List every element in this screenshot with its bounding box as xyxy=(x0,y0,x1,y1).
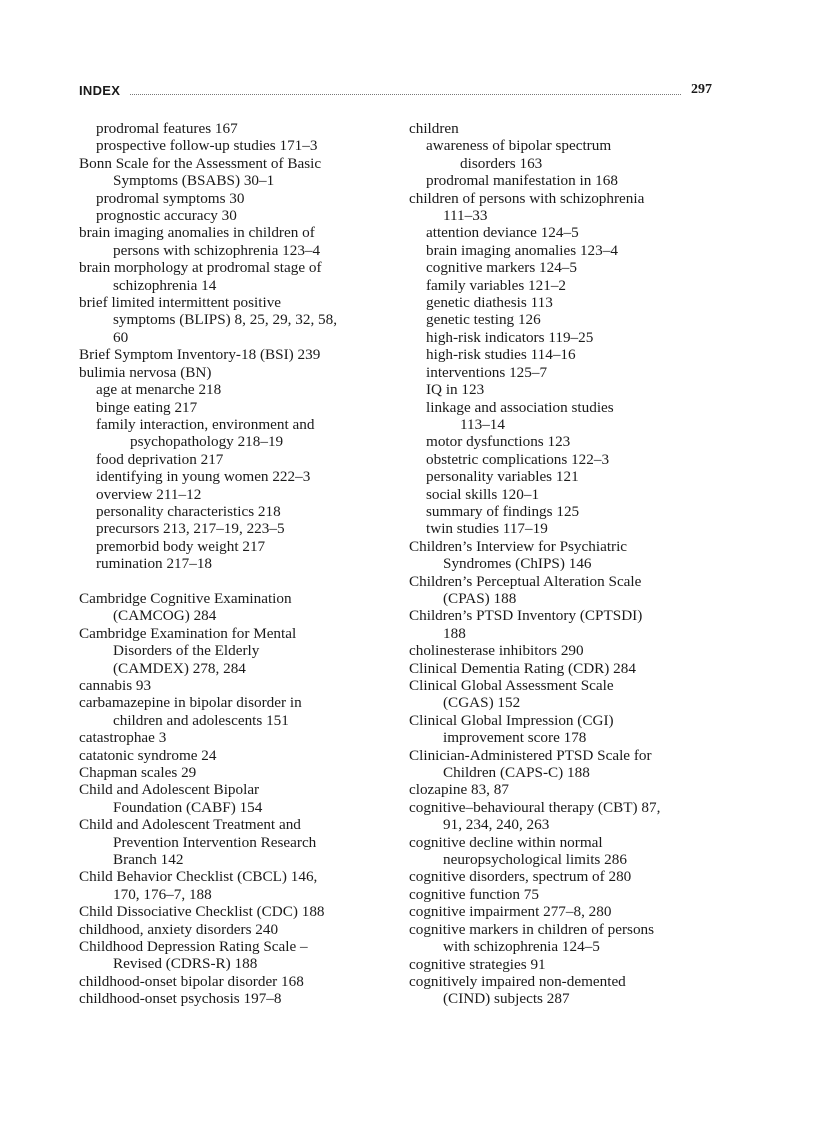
index-subentry-line: (CGAS) 152 xyxy=(443,694,521,712)
index-entry: Clinical Global Impression (CGI) xyxy=(409,711,614,729)
index-entry: cognitive markers in children of persons xyxy=(409,920,655,938)
index-subentry-line: motor dysfunctions 123 xyxy=(426,433,571,451)
index-subentry-line: summary of findings 125 xyxy=(426,502,580,520)
index-entry: cannabis 93 xyxy=(79,676,152,694)
index-entry: brain morphology at prodromal stage of xyxy=(79,259,322,277)
index-subentry-line: (CIND) subjects 287 xyxy=(443,990,570,1008)
index-entry: Cambridge Examination for Mental xyxy=(79,624,297,642)
index-subentry-line: Syndromes (ChIPS) 146 xyxy=(443,555,592,573)
index-entry: bulimia nervosa (BN) xyxy=(79,363,212,381)
index-subentry-line: (CAMCOG) 284 xyxy=(113,607,217,625)
index-entry: Child Behavior Checklist (CBCL) 146, xyxy=(79,868,318,886)
index-subentry-line: Revised (CDRS-R) 188 xyxy=(113,955,258,973)
index-entry: Child Dissociative Checklist (CDC) 188 xyxy=(79,903,325,921)
index-entry: children xyxy=(409,120,459,137)
index-subentry-line: rumination 217–18 xyxy=(96,555,213,573)
index-subentry-line: genetic diathesis 113 xyxy=(426,294,553,312)
index-entry: Child and Adolescent Treatment and xyxy=(79,816,301,834)
index-subentry-line: Disorders of the Elderly xyxy=(113,642,260,660)
index-entry: childhood-onset psychosis 197–8 xyxy=(79,990,282,1008)
header-dotted-rule xyxy=(130,94,681,95)
index-entry: clozapine 83, 87 xyxy=(409,781,509,799)
index-subentry-line: schizophrenia 14 xyxy=(113,276,217,294)
index-entry: cognitive decline within normal xyxy=(409,833,603,851)
index-subentry-line: 111–33 xyxy=(443,207,488,225)
index-subentry-line: 188 xyxy=(443,624,466,642)
index-subentry-line: brain imaging anomalies 123–4 xyxy=(426,241,618,259)
index-entry: childhood, anxiety disorders 240 xyxy=(79,920,279,938)
index-entry: carbamazepine in bipolar disorder in xyxy=(79,694,302,712)
index-subentry-line: family interaction, environment and xyxy=(96,415,315,433)
index-entry: Children’s PTSD Inventory (CPTSDI) xyxy=(409,607,643,625)
index-entry: Clinical Dementia Rating (CDR) 284 xyxy=(409,659,636,677)
index-subentry-line: 170, 176–7, 188 xyxy=(113,885,212,903)
index-subentry-line: symptoms (BLIPS) 8, 25, 29, 32, 58, xyxy=(113,311,338,329)
index-entry: Bonn Scale for the Assessment of Basic xyxy=(79,154,322,172)
index-subentry-line: prospective follow-up studies 171–3 xyxy=(96,137,318,155)
header-label: INDEX xyxy=(79,83,121,98)
index-subentry-line: high-risk indicators 119–25 xyxy=(426,328,594,346)
index-entry: cognitive impairment 277–8, 280 xyxy=(409,903,612,921)
index-subentry-line: prodromal symptoms 30 xyxy=(96,189,245,207)
index-subentry-line: overview 211–12 xyxy=(96,485,202,503)
index-entry: children of persons with schizophrenia xyxy=(409,189,645,207)
index-entry: Childhood Depression Rating Scale – xyxy=(79,938,308,956)
index-subentry-line: binge eating 217 xyxy=(96,398,198,416)
index-entry: Cambridge Cognitive Examination xyxy=(79,589,292,607)
index-subentry-line: social skills 120–1 xyxy=(426,485,540,503)
index-entry: cholinesterase inhibitors 290 xyxy=(409,642,584,660)
index-subentry-line: genetic testing 126 xyxy=(426,311,541,329)
index-subentry-line: personality variables 121 xyxy=(426,468,579,486)
index-entry: catastrophae 3 xyxy=(79,729,167,747)
index-subentry-line: obstetric complications 122–3 xyxy=(426,450,610,468)
index-subentry-line: 91, 234, 240, 263 xyxy=(443,816,550,834)
index-subentry-line: twin studies 117–19 xyxy=(426,520,548,538)
index-subentry-line: prodromal manifestation in 168 xyxy=(426,172,618,190)
index-subentry-line: children and adolescents 151 xyxy=(113,711,289,729)
index-subentry-line: (CPAS) 188 xyxy=(443,589,517,607)
index-subentry-line: awareness of bipolar spectrum xyxy=(426,137,612,155)
index-subentry-line: Prevention Intervention Research xyxy=(113,833,317,851)
index-subentry-line: Foundation (CABF) 154 xyxy=(113,798,263,816)
index-subentry-line: IQ in 123 xyxy=(426,381,485,399)
index-subentry-line: precursors 213, 217–19, 223–5 xyxy=(96,520,285,538)
index-subentry-line: 60 xyxy=(113,328,129,346)
index-entry: cognitive strategies 91 xyxy=(409,955,546,973)
index-subentry-line: high-risk studies 114–16 xyxy=(426,346,576,364)
index-entry: Chapman scales 29 xyxy=(79,764,197,782)
index-subentry-line: with schizophrenia 124–5 xyxy=(443,938,600,956)
index-subentry-line: (CAMDEX) 278, 284 xyxy=(113,659,246,677)
running-header xyxy=(79,80,712,98)
index-entry: brief limited intermittent positive xyxy=(79,294,282,312)
index-subentry-line: disorders 163 xyxy=(460,154,543,172)
index-entry: Children’s Perceptual Alteration Scale xyxy=(409,572,642,590)
index-entry: cognitively impaired non-demented xyxy=(409,972,626,990)
index-subentry-line: Children (CAPS-C) 188 xyxy=(443,764,590,782)
index-entry: cognitive–behavioural therapy (CBT) 87, xyxy=(409,798,661,816)
index-subentry-line: cognitive markers 124–5 xyxy=(426,259,577,277)
index-entry: childhood-onset bipolar disorder 168 xyxy=(79,972,304,990)
index-subentry-line: prognostic accuracy 30 xyxy=(96,207,237,225)
index-subentry-line: premorbid body weight 217 xyxy=(96,537,266,555)
index-subentry-line: Symptoms (BSABS) 30–1 xyxy=(113,172,275,190)
index-column-right xyxy=(409,120,719,1008)
index-subentry-line: attention deviance 124–5 xyxy=(426,224,579,242)
index-entry: Clinical Global Assessment Scale xyxy=(409,677,614,694)
index-subentry-line: psychopathology 218–19 xyxy=(130,433,284,451)
index-entry: cognitive function 75 xyxy=(409,885,539,903)
index-entry: brain imaging anomalies in children of xyxy=(79,224,315,242)
index-subentry-line: linkage and association studies xyxy=(426,398,614,416)
index-subentry-line: personality characteristics 218 xyxy=(96,502,281,520)
index-subentry-line: food deprivation 217 xyxy=(96,450,224,468)
index-subentry-line: 113–14 xyxy=(460,415,505,433)
index-subentry-line: neuropsychological limits 286 xyxy=(443,851,627,869)
index-subentry-line: prodromal features 167 xyxy=(96,120,238,137)
index-entry: Brief Symptom Inventory-18 (BSI) 239 xyxy=(79,346,321,364)
index-subentry-line: persons with schizophrenia 123–4 xyxy=(113,241,321,259)
index-subentry-line: family variables 121–2 xyxy=(426,276,567,294)
index-entry: Clinician-Administered PTSD Scale for xyxy=(409,746,652,764)
index-entry: cognitive disorders, spectrum of 280 xyxy=(409,868,632,886)
index-subentry-line: age at menarche 218 xyxy=(96,381,222,399)
index-entry: Children’s Interview for Psychiatric xyxy=(409,537,628,555)
index-column-left xyxy=(79,120,384,1008)
index-subentry-line: improvement score 178 xyxy=(443,729,587,747)
index-entry: Child and Adolescent Bipolar xyxy=(79,781,260,799)
index-subentry-line: identifying in young women 222–3 xyxy=(96,468,311,486)
entry-gap xyxy=(79,573,384,590)
page-number: 297 xyxy=(691,82,712,97)
index-subentry-line: interventions 125–7 xyxy=(426,363,548,381)
index-entry: catatonic syndrome 24 xyxy=(79,746,217,764)
index-subentry-line: Branch 142 xyxy=(113,851,184,869)
